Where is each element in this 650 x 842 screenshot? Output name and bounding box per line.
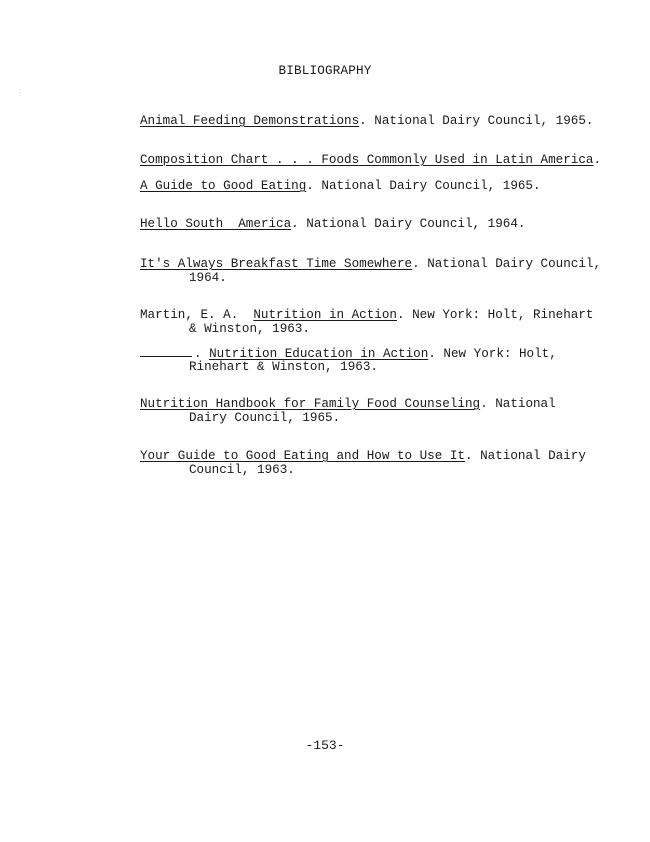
entry-title: Nutrition Education in Action	[209, 347, 429, 361]
scan-artifact: ⋮	[16, 89, 24, 98]
entry-continuation: & Winston, 1963.	[189, 322, 310, 336]
bibliography-entry	[140, 346, 560, 361]
entry-author: Martin, E. A.	[140, 308, 239, 322]
entry-continuation: Rinehart & Winston, 1963.	[189, 360, 378, 374]
bibliography-entry	[140, 114, 594, 128]
entry-punctuation: .	[593, 153, 602, 167]
bibliography-entry	[140, 153, 602, 167]
bibliography-entry	[140, 257, 602, 271]
entry-title: Composition Chart . . . Foods Commonly Used in Latin America	[140, 153, 594, 167]
entry-lead: .	[194, 347, 210, 361]
entry-title: Hello South America	[140, 217, 292, 231]
entry-publisher: . National Dairy Council, 1965.	[359, 114, 594, 128]
same-author-dash	[140, 346, 192, 357]
entry-publisher: . National Dairy Council, 1964.	[291, 217, 526, 231]
entry-title: Nutrition Handbook for Family Food Counseling	[140, 397, 481, 411]
bibliography-entry	[140, 217, 560, 231]
entry-continuation: Council, 1963.	[189, 463, 295, 477]
page-title: BIBLIOGRAPHY	[278, 64, 372, 78]
bibliography-entry	[140, 449, 586, 463]
entry-continuation: 1964.	[189, 271, 227, 285]
entry-title: A Guide to Good Eating	[140, 179, 307, 193]
entry-title: Nutrition in Action	[253, 308, 397, 322]
entry-publisher: . National Dairy Council,	[412, 257, 602, 271]
entry-title: Animal Feeding Demonstrations	[140, 114, 360, 128]
bibliography-entry	[140, 308, 594, 322]
entry-title: It's Always Breakfast Time Somewhere	[140, 257, 413, 271]
entry-publisher: . National Dairy	[464, 449, 586, 463]
entry-publisher: . New York: Holt,	[428, 347, 557, 361]
entry-publisher: . National Dairy Council, 1965.	[306, 179, 541, 193]
entry-continuation: Dairy Council, 1965.	[189, 411, 341, 425]
entry-publisher: . National	[480, 397, 556, 411]
page-number: -153-	[305, 738, 345, 753]
bibliography-entry	[140, 397, 560, 411]
bibliography-entry	[140, 179, 560, 193]
entry-publisher: . New York: Holt, Rinehart	[396, 308, 594, 322]
entry-title: Your Guide to Good Eating and How to Use It	[140, 449, 465, 463]
